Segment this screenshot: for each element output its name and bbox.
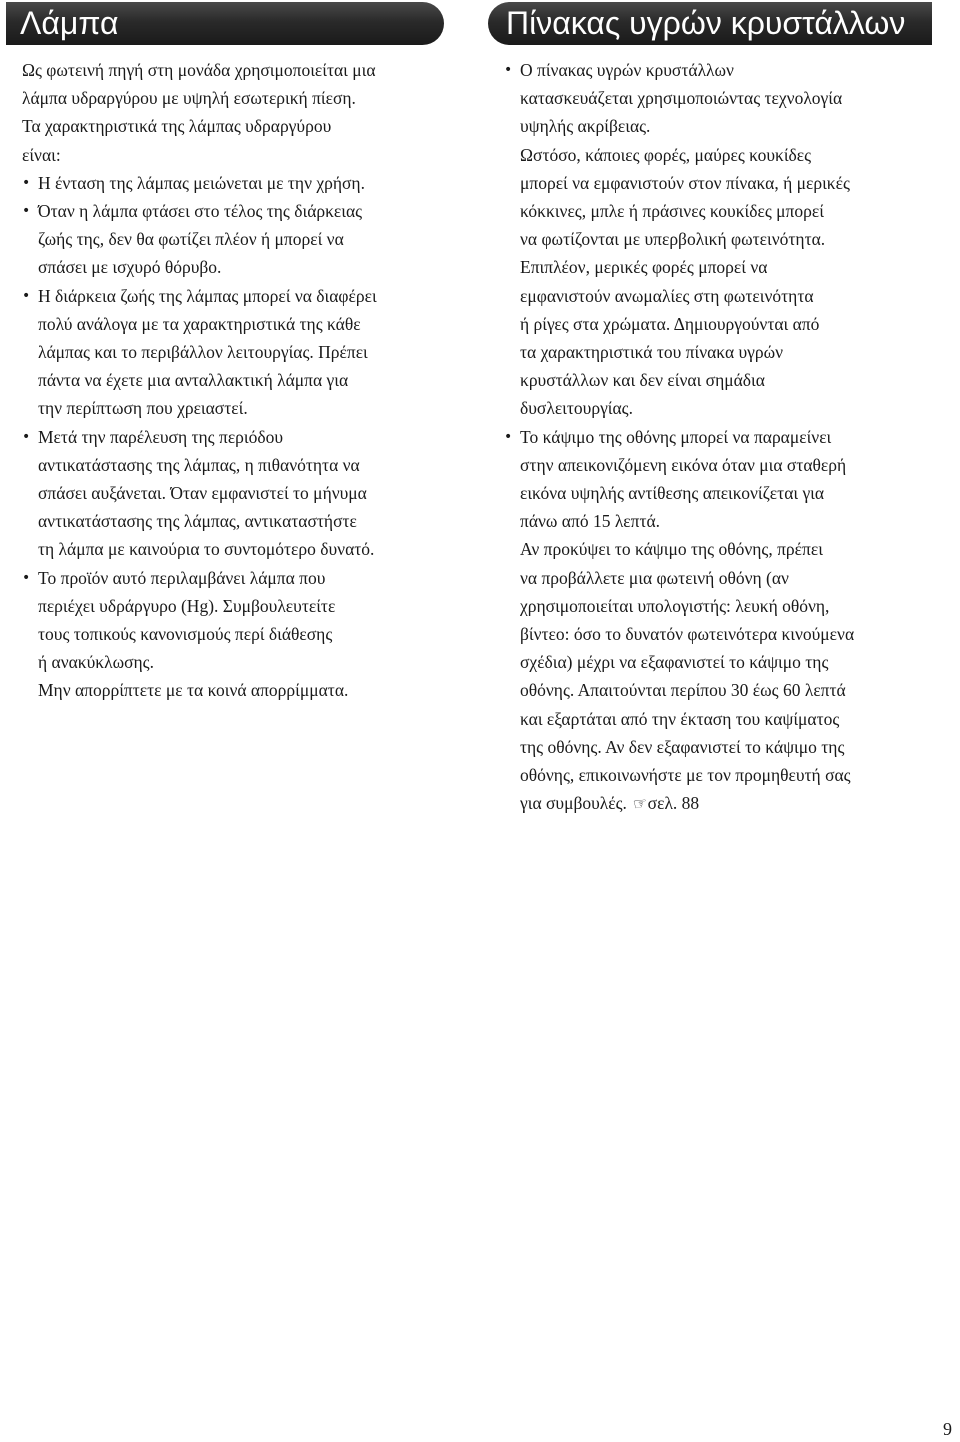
- lamp-section-title: Λάμπα: [6, 2, 444, 45]
- bullet-line: οθόνης. Απαιτούνται περίπου 30 έως 60 λεπτά: [520, 680, 846, 701]
- bullet-line: πάνω από 15 λεπτά.: [520, 511, 661, 532]
- list-item: [22, 564, 450, 705]
- bullet-line: Αν προκύψει το κάψιμο της οθόνης, πρέπει: [520, 539, 823, 560]
- page-number: 9: [943, 1419, 952, 1439]
- bullet-line: βίντεο: όσο το δυνατόν φωτεινότερα κινούμενα: [520, 624, 855, 645]
- bullet-line: Ο πίνακας υγρών κρυστάλλων: [520, 60, 734, 80]
- bullet-line: σχέδια) μέχρι να εξαφανιστεί το κάψιμο της: [520, 652, 829, 673]
- bullet-line: Η διάρκεια ζωής της λάμπας μπορεί να διαφέρει: [38, 285, 377, 306]
- bullet-line: να προβάλλετε μια φωτεινή οθόνη (αν: [520, 567, 789, 588]
- lcd-section-body: [488, 56, 928, 818]
- bullet-line: λάμπας και το περιβάλλον λειτουργίας. Πρέπει: [38, 342, 368, 363]
- bullet-line-with-reference: [520, 789, 928, 818]
- list-item: [22, 169, 450, 197]
- bullet-line: υψηλής ακρίβειας.: [520, 116, 651, 137]
- bullet-line: αντικατάστασης της λάμπας, αντικαταστήστε: [38, 511, 357, 532]
- bullet-line: τα χαρακτηριστικά του πίνακα υγρών: [520, 342, 784, 363]
- lamp-bullet-list: [22, 169, 450, 705]
- lamp-intro-line: Ως φωτεινή πηγή στη μονάδα χρησιμοποιείται μια: [22, 60, 376, 80]
- bullet-line: εμφανιστούν ανωμαλίες στη φωτεινότητα: [520, 285, 814, 306]
- bullet-line: οθόνης, επικοινωνήστε με τον προμηθευτή σας: [520, 765, 851, 786]
- bullet-line: ή ανακύκλωσης.: [38, 652, 154, 673]
- bullet-icon: •: [22, 428, 31, 445]
- bullet-line: Όταν η λάμπα φτάσει στο τέλος της διάρκειας: [38, 201, 363, 222]
- page-reference-link[interactable]: σελ. 88: [647, 793, 700, 814]
- bullet-line: την περίπτωση που χρειαστεί.: [38, 398, 248, 419]
- bullet-line: πάντα να έχετε μια ανταλλακτική λάμπα για: [38, 370, 349, 391]
- lamp-intro-line: είναι:: [22, 144, 61, 165]
- lamp-intro: [22, 56, 450, 169]
- bullet-line: Η ένταση της λάμπας μειώνεται με την χρήση.: [38, 172, 365, 193]
- bullet-line: πολύ ανάλογα με τα χαρακτηριστικά της κάθε: [38, 313, 361, 334]
- bullet-line: σπάσει αυξάνεται. Όταν εμφανιστεί το μήνυμα: [38, 483, 367, 504]
- lamp-section-body: [22, 56, 450, 705]
- list-item: [22, 197, 450, 282]
- bullet-line: χρησιμοποιείται υπολογιστής: λευκή οθόνη,: [520, 595, 830, 616]
- bullet-line: μπορεί να εμφανιστούν στον πίνακα, ή μερικές: [520, 172, 850, 193]
- bullet-icon: •: [504, 62, 513, 78]
- bullet-line: σπάσει με ισχυρό θόρυβο.: [38, 257, 222, 278]
- list-item: [22, 282, 450, 423]
- lcd-bullet-list: [488, 56, 928, 818]
- bullet-line: και εξαρτάται από την έκταση του καψίματος: [520, 708, 840, 729]
- bullet-line: κόκκινες, μπλε ή πράσινες κουκίδες μπορεί: [520, 201, 824, 222]
- bullet-line: Το προϊόν αυτό περιλαμβάνει λάμπα που: [38, 567, 326, 588]
- pointing-hand-icon: ☞: [631, 793, 650, 815]
- bullet-line: κρυστάλλων και δεν είναι σημάδια: [520, 370, 765, 391]
- bullet-line: να φωτίζονται με υπερβολική φωτεινότητα.: [520, 229, 826, 250]
- bullet-line: Μην απορρίπτετε με τα κοινά απορρίμματα.: [38, 680, 349, 701]
- bullet-line: κατασκευάζεται χρησιμοποιώντας τεχνολογία: [520, 88, 843, 109]
- bullet-line: της οθόνης. Αν δεν εξαφανιστεί το κάψιμο της: [520, 736, 845, 757]
- bullet-line: αντικατάστασης της λάμπας, η πιθανότητα να: [38, 454, 360, 475]
- bullet-icon: •: [22, 287, 31, 304]
- list-item: [488, 423, 928, 819]
- bullet-line: περιέχει υδράργυρο (Hg). Συμβουλευτείτε: [38, 595, 336, 616]
- bullet-icon: •: [22, 569, 31, 586]
- bullet-icon: •: [22, 203, 31, 220]
- bullet-line: Μετά την παρέλευση της περιόδου: [38, 426, 284, 447]
- bullet-line: στην απεικονιζόμενη εικόνα όταν μια σταθερή: [520, 454, 847, 475]
- bullet-line: τη λάμπα με καινούρια το συντομότερο δυνατό.: [38, 539, 375, 560]
- bullet-line: τους τοπικούς κανονισμούς περί διάθεσης: [38, 624, 333, 645]
- bullet-line: για συμβουλές.: [520, 793, 627, 814]
- bullet-line: Ωστόσο, κάποιες φορές, μαύρες κουκίδες: [520, 144, 812, 165]
- bullet-line: Το κάψιμο της οθόνης μπορεί να παραμείνει: [520, 426, 832, 447]
- bullet-icon: •: [504, 428, 513, 445]
- bullet-line: δυσλειτουργίας.: [520, 398, 633, 419]
- bullet-line: ή ρίγες στα χρώματα. Δημιουργούνται από: [520, 313, 820, 334]
- bullet-line: ζωής της, δεν θα φωτίζει πλέον ή μπορεί να: [38, 229, 344, 250]
- lcd-section-title: Πίνακας υγρών κρυστάλλων: [488, 2, 932, 45]
- bullet-icon: •: [22, 174, 31, 191]
- list-item: [488, 56, 928, 423]
- bullet-line: Επιπλέον, μερικές φορές μπορεί να: [520, 257, 768, 278]
- bullet-line: εικόνα υψηλής αντίθεσης απεικονίζεται για: [520, 483, 825, 504]
- list-item: [22, 423, 450, 564]
- lamp-intro-line: λάμπα υδραργύρου με υψηλή εσωτερική πίεση.: [22, 88, 356, 109]
- lamp-intro-line: Τα χαρακτηριστικά της λάμπας υδραργύρου: [22, 116, 332, 137]
